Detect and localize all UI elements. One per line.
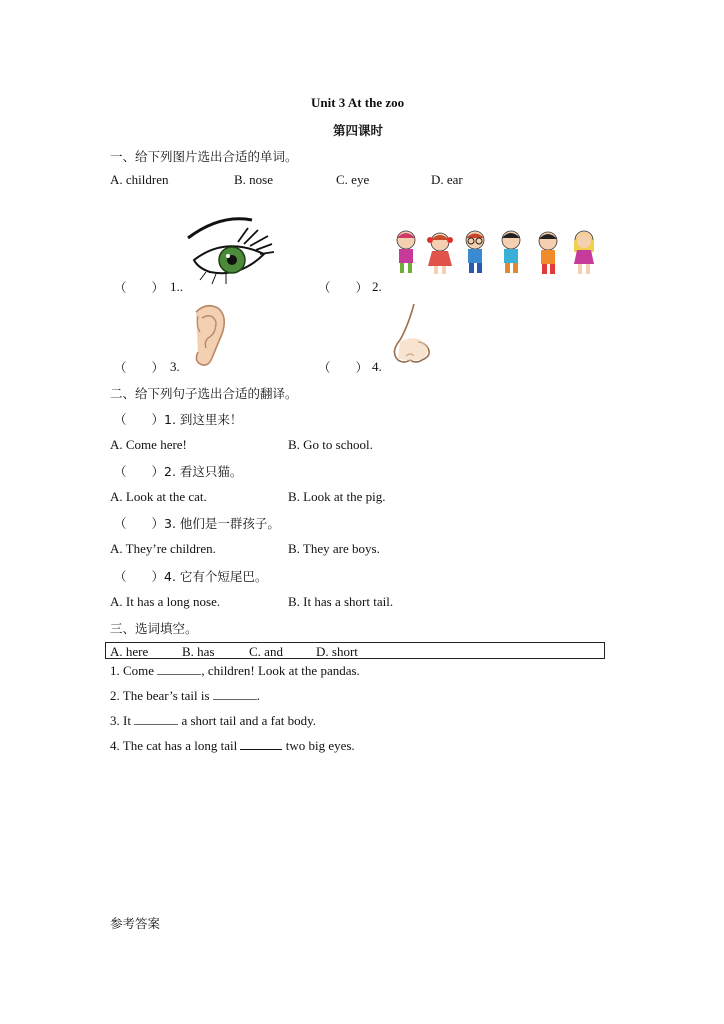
word-box-b: B. has — [182, 644, 215, 659]
q1-prompt: （ ）1. 到这里来！ — [114, 412, 243, 427]
q4-option-b: B. It has a short tail. — [288, 594, 394, 609]
sentence-4-before: 4. The cat has a long tail — [110, 738, 241, 753]
blank-1[interactable] — [157, 664, 201, 675]
sentence-4-after: two big eyes. — [282, 738, 355, 753]
fill-sentence-4 — [110, 738, 355, 754]
answers-label: 参考答案 — [110, 916, 161, 931]
nose-icon — [388, 302, 436, 368]
word-box-c: C. and — [249, 644, 283, 659]
item2-label: 2. — [372, 279, 382, 294]
fill-sentence-3 — [110, 713, 316, 729]
q3-prompt: （ ）3. 他们是一群孩子。 — [114, 516, 280, 531]
sentence-3-after: a short tail and a fat body. — [178, 713, 316, 728]
blank-3[interactable] — [134, 714, 178, 725]
q2-prompt: （ ）2. 看这只猫。 — [114, 464, 243, 479]
q1-option-a: A. Come here! — [110, 437, 187, 452]
sentence-2-after: . — [256, 688, 261, 703]
children-icon — [388, 228, 606, 278]
option-b: B. nose — [234, 172, 273, 187]
item1-bracket: （ ） — [114, 280, 165, 295]
option-d: D. ear — [431, 172, 463, 187]
q4-option-a: A. It has a long nose. — [110, 594, 221, 609]
section2-heading: 二、给下列句子选出合适的翻译。 — [110, 386, 298, 401]
sentence-3-before: 3. It — [110, 713, 135, 728]
word-box-a: A. here — [110, 644, 149, 659]
section1-heading: 一、给下列图片选出合适的单词。 — [110, 149, 298, 164]
option-c: C. eye — [336, 172, 370, 187]
sentence-1-before: 1. Come — [110, 663, 158, 678]
option-a: A. children — [110, 172, 169, 187]
ear-icon — [186, 302, 228, 368]
fill-sentence-2 — [110, 688, 260, 704]
sentence-1-after: , children! Look at the pandas. — [201, 663, 360, 678]
q3-option-a: A. They’re children. — [110, 541, 216, 556]
item3-label: 3. — [170, 359, 180, 374]
q1-option-b: B. Go to school. — [288, 437, 373, 452]
q2-option-b: B. Look at the pig. — [288, 489, 386, 504]
q2-option-a: A. Look at the cat. — [110, 489, 207, 504]
page-subtitle: 第四课时 — [333, 123, 384, 138]
section3-heading: 三、选词填空。 — [110, 621, 198, 636]
word-box-d: D. short — [316, 644, 358, 659]
blank-2[interactable] — [213, 689, 257, 700]
item4-label: 4. — [372, 359, 382, 374]
eye-icon — [180, 216, 275, 286]
item2-bracket: （ ） — [318, 280, 369, 295]
fill-sentence-1 — [110, 663, 360, 679]
blank-4[interactable] — [240, 739, 282, 750]
sentence-2-before: 2. The bear’s tail is — [110, 688, 213, 703]
q4-prompt: （ ）4. 它有个短尾巴。 — [114, 569, 268, 584]
item1-label: 1.. — [170, 279, 183, 294]
item4-bracket: （ ） — [318, 360, 369, 375]
page-title: Unit 3 At the zoo — [311, 95, 405, 110]
item3-bracket: （ ） — [114, 360, 165, 375]
q3-option-b: B. They are boys. — [288, 541, 380, 556]
